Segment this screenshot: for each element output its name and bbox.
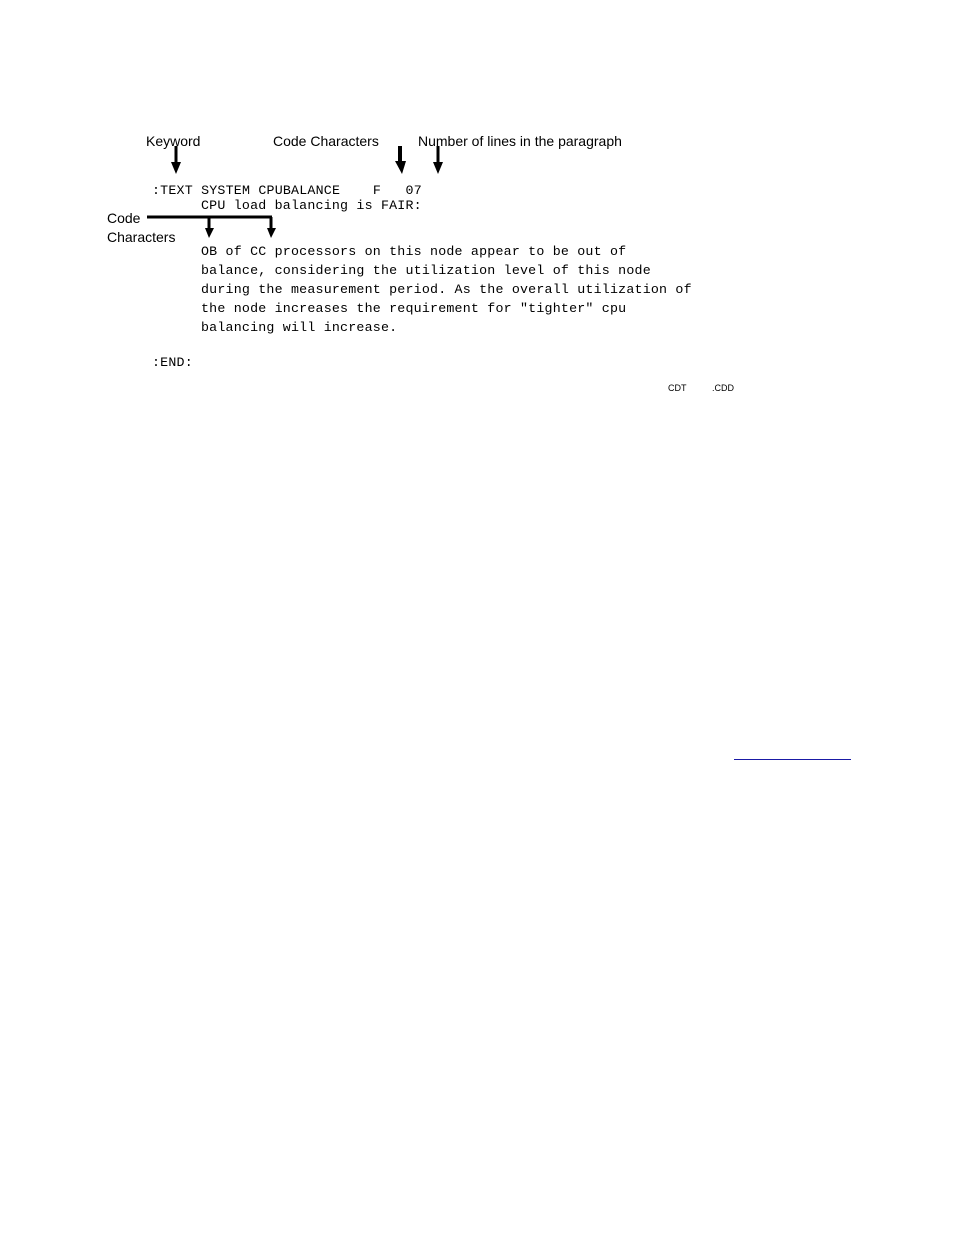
code-characters-arrow-icon <box>395 146 406 174</box>
code-body-line: balance, considering the utilization level of this node <box>201 263 651 278</box>
file-tag: CDT <box>668 383 687 393</box>
code-header-line: :TEXT SYSTEM CPUBALANCE F 07 <box>152 183 422 198</box>
code-first-line: CPU load balancing is FAIR: <box>201 198 422 213</box>
code-characters-label: Code Characters <box>273 133 379 149</box>
keyword-label: Keyword <box>146 133 201 149</box>
file-tag: .CDD <box>712 383 734 393</box>
number-of-lines-label: Number of lines in the paragraph <box>418 133 622 149</box>
code-body-line: during the measurement period. As the overall utilization of <box>201 282 692 297</box>
link-underline[interactable] <box>734 759 851 760</box>
code-body-line: OB of CC processors on this node appear to be out of <box>201 244 627 259</box>
keyword-arrow-icon <box>171 146 181 174</box>
code-body-line: balancing will increase. <box>201 320 398 335</box>
code-end-line: :END: <box>152 355 193 370</box>
code-side-label: Code <box>107 210 141 226</box>
characters-side-label: Characters <box>107 229 176 245</box>
number-of-lines-arrow-icon <box>433 146 443 174</box>
code-body-line: the node increases the requirement for "tighter" cpu <box>201 301 627 316</box>
